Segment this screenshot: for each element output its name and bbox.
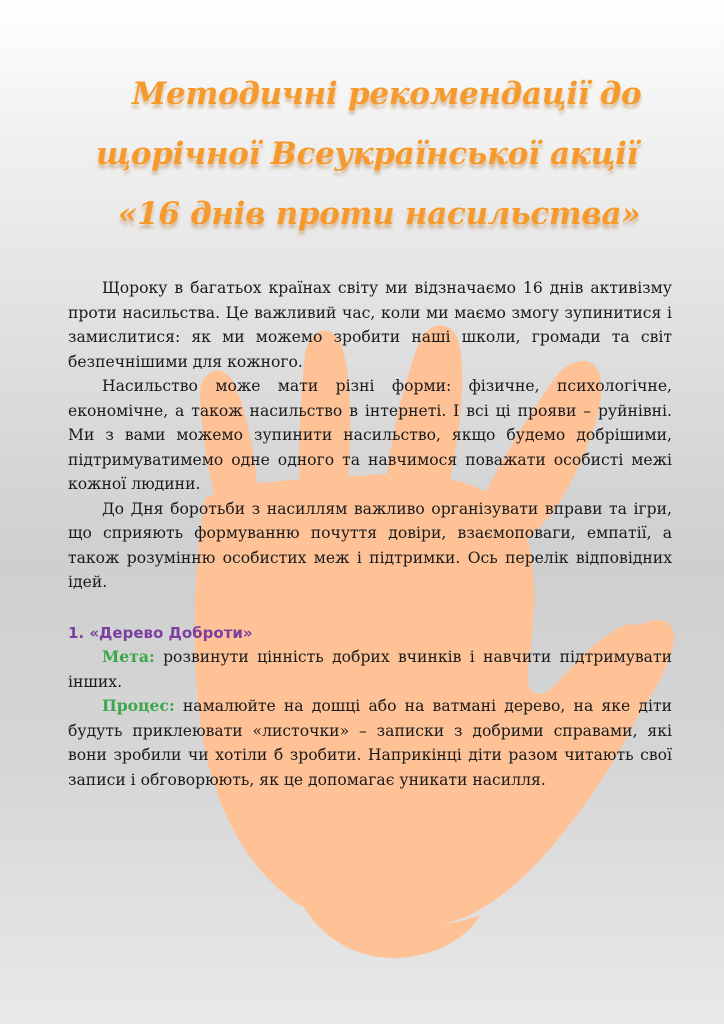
intro-paragraph-1: Щороку в багатьох країнах світу ми відзначаємо 16 днів активізму проти насильства. Це важливий час, коли ми маємо змогу зупинитися і замислитися: як ми можемо зробити наші школи, громади та світ безпечнішими для кожного. [68,279,672,371]
process-text: намалюйте на дошці або на ватмані дерево, на яке діти будуть приклеювати «листочки» – записки з добрими справами, які вони зробили чи хотіли б зробити. Наприкінці діти разом читають свої записи і обговорюють, як це допомагає уникати насилля. [68,697,672,789]
title-line-2: щорічної Всеукраїнської акції [96,136,639,172]
goal-text: розвинути цінність добрих вчинків і навчити підтримувати інших. [68,648,672,691]
document-body [68,276,672,792]
goal-label: Мета: [102,647,155,666]
section-1-title: 1. «Дерево Доброти» [68,623,253,642]
title-line-1: Методичні рекомендації до [132,76,642,112]
title-line-3: «16 днів проти насильства» [118,196,641,232]
section-1-process [68,694,672,792]
section-1-goal [68,645,672,694]
intro-paragraph-3: До Дня боротьби з насиллям важливо організувати вправи та ігри, що сприяють формуванню почуття довіри, взаємоповаги, емпатії, а також розумінню особистих меж і підтримки. Ось перелік відповідних ідей. [68,499,672,591]
intro-paragraph-2: Насильство може мати різні форми: фізичне, психологічне, економічне, а також насильство в інтернеті. І всі ці прояви – руйнівні. Ми з вами можемо зупинити насильство, якщо будемо добрішими, підтримуватимемо одне одного та навчимося поважати особисті межі кожної людини. [68,377,672,493]
process-label: Процес: [102,696,175,715]
